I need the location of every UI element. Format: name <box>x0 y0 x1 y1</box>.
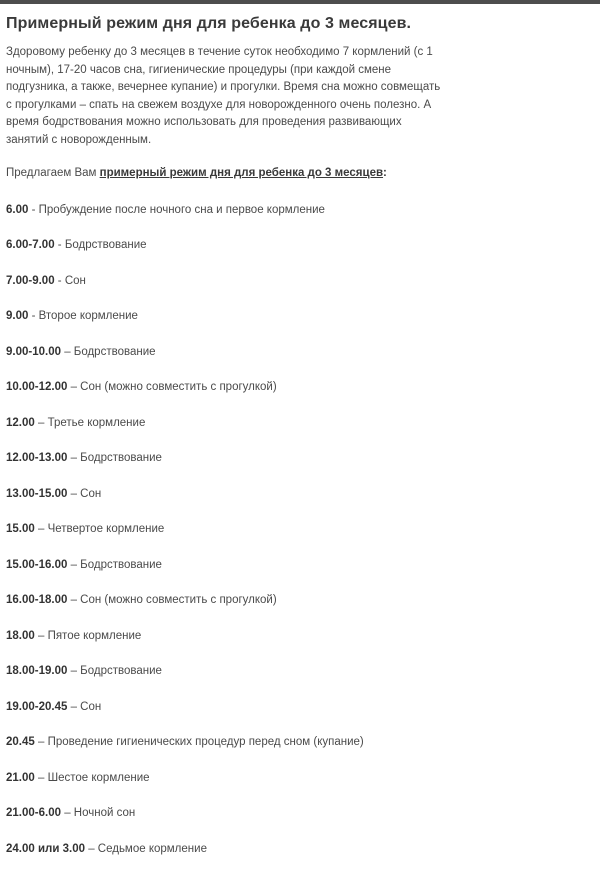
schedule-time: 15.00-16.00 <box>6 558 68 571</box>
schedule-item <box>6 734 446 752</box>
schedule-item <box>6 592 446 610</box>
schedule-activity: – Сон (можно совместить с прогулкой) <box>67 381 277 393</box>
schedule-time: 20.45 <box>6 736 35 748</box>
offer-suffix: : <box>383 167 387 179</box>
schedule-time: 9.00 <box>6 310 29 322</box>
schedule-time: 21.00 <box>6 771 35 784</box>
schedule-activity: – Третье кормление <box>34 416 146 429</box>
schedule-time: 24.00 или 3.00 <box>6 842 85 855</box>
schedule-activity: – Бодрствование <box>67 665 162 677</box>
schedule-item <box>6 450 446 468</box>
schedule-item <box>6 273 446 291</box>
schedule-activity: – Пятое кормление <box>34 629 142 642</box>
schedule-item <box>6 379 446 397</box>
schedule-item <box>6 663 446 681</box>
schedule-item <box>6 308 446 326</box>
article-title: Примерный режим дня для ребенка до 3 месяцев. <box>6 15 412 32</box>
schedule-activity: – Проведение гигиенических процедур перед сном (купание) <box>34 736 364 748</box>
schedule-time: 12.00 <box>6 416 35 429</box>
article <box>6 14 446 876</box>
schedule-item <box>6 237 446 255</box>
schedule-activity: – Четвертое кормление <box>34 523 165 535</box>
schedule-item <box>6 415 446 433</box>
schedule-activity: – Бодрствование <box>67 452 162 464</box>
schedule-activity: - Второе кормление <box>28 310 138 322</box>
schedule-activity: - Сон <box>54 274 86 287</box>
schedule-item <box>6 770 446 788</box>
schedule-time: 13.00-15.00 <box>6 487 68 500</box>
schedule-time: 6.00-7.00 <box>6 239 55 251</box>
schedule-time: 10.00-12.00 <box>6 381 68 393</box>
schedule-time: 16.00-18.00 <box>6 594 68 606</box>
schedule-link[interactable]: примерный режим дня для ребенка до 3 месяцев <box>99 167 384 179</box>
schedule-time: 21.00-6.00 <box>6 807 61 819</box>
schedule-activity: – Шестое кормление <box>34 771 150 784</box>
schedule-list <box>6 202 446 859</box>
schedule-item <box>6 202 446 220</box>
schedule-item <box>6 557 446 575</box>
schedule-item <box>6 699 446 717</box>
intro-paragraph: Здоровому ребенку до 3 месяцев в течение суток необходимо 7 кормлений (с 1 ночным), 17-20 часов сна, гигиенические процедуры (при каждой смене подгузника, а также, вечернее купание) и прогулки. Время сна можно совмещать с прогулками – спать на свежем воздухе для новорожденного очень полезно. А время бодрствования можно использовать для проведения развивающих занятий с новорожденным. <box>6 46 441 146</box>
schedule-item <box>6 344 446 362</box>
schedule-item <box>6 521 446 539</box>
schedule-time: 18.00-19.00 <box>6 665 68 677</box>
schedule-activity: - Бодрствование <box>54 239 147 251</box>
schedule-item <box>6 628 446 646</box>
schedule-time: 7.00-9.00 <box>6 274 55 287</box>
schedule-time: 19.00-20.45 <box>6 700 68 713</box>
schedule-activity: – Ночной сон <box>61 807 136 819</box>
schedule-activity: – Сон (можно совместить с прогулкой) <box>67 594 277 606</box>
schedule-activity: – Седьмое кормление <box>85 842 207 855</box>
schedule-item <box>6 841 446 859</box>
schedule-item <box>6 486 446 504</box>
offer-paragraph <box>6 165 446 183</box>
schedule-time: 18.00 <box>6 629 35 642</box>
schedule-activity: – Сон <box>67 487 102 500</box>
schedule-activity: – Бодрствование <box>61 345 156 358</box>
top-divider <box>0 0 600 4</box>
schedule-time: 9.00-10.00 <box>6 345 61 358</box>
schedule-activity: – Сон <box>67 700 102 713</box>
schedule-time: 12.00-13.00 <box>6 452 68 464</box>
offer-prefix: Предлагаем Вам <box>6 167 100 179</box>
schedule-item <box>6 805 446 823</box>
schedule-activity: – Бодрствование <box>67 558 162 571</box>
schedule-time: 15.00 <box>6 523 35 535</box>
schedule-activity: - Пробуждение после ночного сна и первое кормление <box>28 203 325 216</box>
schedule-time: 6.00 <box>6 203 29 216</box>
